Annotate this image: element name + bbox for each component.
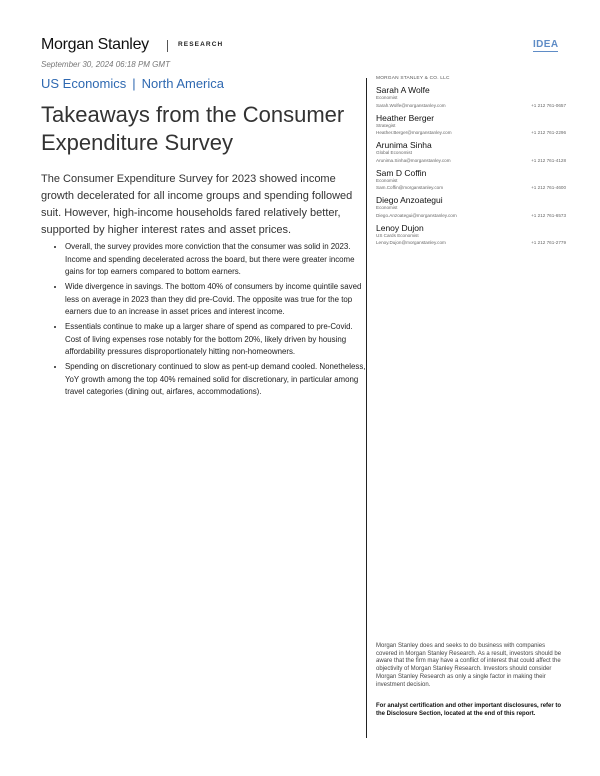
analyst-email[interactable]: Sarah.Wolfe@morganstanley.com [376, 102, 446, 108]
analyst-email[interactable]: Arunima.Sinha@morganstanley.com [376, 157, 451, 163]
key-point: • Wide divergence in savings. The bottom 40% of consumers by income quintile saved less on average in 2023 than they did pre-Covid. The opposite was true for the top earners due to an increase in asset prices and interest income. [65, 281, 370, 319]
analyst-card [376, 140, 566, 164]
idea-underline [533, 51, 558, 52]
analyst-phone: +1 212 761-0657 [531, 102, 566, 108]
conflict-disclaimer: Morgan Stanley does and seeks to do business with companies covered in Morgan Stanley Research. As a result, investors should be aware that the firm may have a conflict of interest that could affect the objectivity of Morgan Stanley Research. Investors should consider Morgan Stanley Research as only a single factor in making their investment decision. [376, 643, 562, 688]
key-points-list [48, 241, 370, 401]
category-breadcrumb [41, 76, 224, 91]
analyst-role: Economist [376, 177, 398, 183]
analyst-card [376, 168, 566, 192]
analyst-role: Global Economist [376, 150, 413, 155]
analyst-card [376, 85, 566, 109]
analyst-role: Economist [376, 205, 398, 210]
report-title: Takeaways from the Consumer Expenditure Survey [41, 102, 345, 155]
category-separator: | [132, 76, 136, 91]
key-point: • Essentials continue to make up a larger share of spend as compared to pre-Covid. Cost of living expenses rose notably for the bottom 20%, likely driven by housing affordability pressures disproportionately hitting non-homeowners. [65, 321, 370, 359]
section-label: RESEARCH [178, 41, 224, 48]
report-summary: The Consumer Expenditure Survey for 2023 showed income growth decelerated for all income groups and spending followed suit. However, high-income households fared relatively better, supported by higher interest rates and asset prices. [41, 173, 353, 236]
analyst-card [376, 195, 566, 219]
analyst-email[interactable]: Diego.Anzoategui@morganstanley.com [376, 212, 457, 218]
category-us-economics[interactable]: US Economics [41, 76, 127, 91]
analyst-phone: +1 212 761-2779 [531, 240, 566, 245]
idea-tag: IDEA [533, 39, 559, 50]
analyst-name: Diego Anzoategui [376, 195, 443, 205]
brand-logo: Morgan Stanley [41, 36, 149, 53]
analyst-name: Lenoy Dujon [376, 222, 424, 233]
category-north-america[interactable]: North America [141, 76, 225, 91]
analyst-card [376, 223, 566, 247]
publish-date: September 30, 2024 06:18 PM GMT [41, 60, 170, 69]
analyst-role: Economist [376, 95, 398, 100]
firm-name: MORGAN STANLEY & CO. LLC [376, 76, 450, 81]
analyst-email[interactable]: Lenoy.Dujon@morganstanley.com [376, 240, 446, 245]
analyst-name: Arunima Sinha [376, 140, 432, 150]
analyst-card [376, 113, 566, 137]
analyst-phone: +1 212 761-2296 [531, 130, 566, 135]
analyst-phone: +1 212 761-4600 [531, 185, 566, 190]
analyst-name: Heather Berger [376, 112, 435, 123]
brand-divider [167, 40, 168, 52]
key-point: • Overall, the survey provides more conviction that the consumer was solid in 2023. Income and spending decelerated across the board, but there were greater income gains for top earners compared to bottom earners. [65, 241, 370, 279]
analyst-email[interactable]: Sam.Coffin@morganstanley.com [376, 185, 444, 190]
analyst-email[interactable]: Heather.Berger@morganstanley.com [376, 130, 452, 135]
analyst-name: Sam D Coffin [376, 167, 427, 178]
analyst-name: Sarah A Wolfe [376, 85, 430, 95]
key-point: • Spending on discretionary continued to slow as pent-up demand cooled. Nonetheless, YoY growth among the top 40% remained solid for discretionary, in particular among travel categories (dining out, airfares, accommodations). [65, 361, 370, 399]
analyst-role: US Cards Economist [376, 232, 419, 238]
sidebar-divider [366, 78, 367, 738]
analyst-role: Strategist [376, 122, 396, 128]
analyst-phone: +1 212 761-6573 [531, 212, 566, 218]
disclosure-note: For analyst certification and other important disclosures, refer to the Disclosure Section, located at the end of this report. [376, 703, 562, 717]
analyst-list [376, 85, 566, 250]
analyst-phone: +1 212 761-4128 [531, 157, 566, 163]
